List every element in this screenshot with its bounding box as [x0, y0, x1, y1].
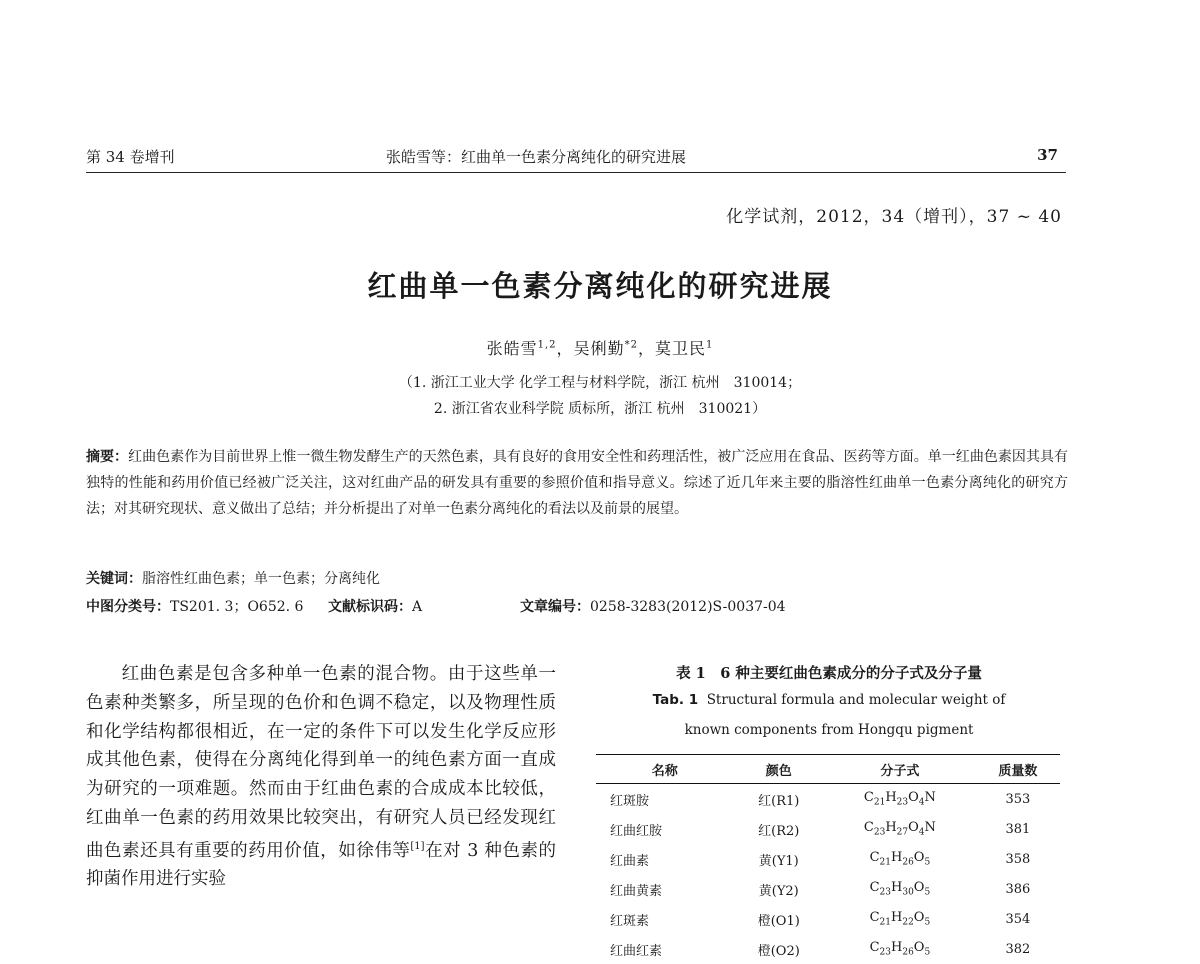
molecular-mass: 381 [976, 814, 1060, 844]
table-row [596, 874, 1060, 904]
page-number: 37 [1037, 146, 1058, 164]
molecular-mass: 354 [976, 904, 1060, 934]
author-name: 吴俐勤 [574, 339, 625, 358]
header-mass: 质量数 [976, 755, 1060, 784]
affiliation-2: 2. 浙江省农业科学院 质标所，浙江 杭州 310021） [0, 398, 1200, 418]
running-header [86, 146, 1068, 168]
formula-element: N [925, 820, 936, 835]
formula-element: H [891, 850, 902, 865]
pigment-color: 橙(O2) [734, 934, 824, 964]
reference-mark: [1] [410, 841, 424, 852]
molecular-mass: 382 [976, 934, 1060, 964]
formula-element: H [885, 790, 896, 805]
document-code [328, 596, 422, 616]
table-caption-en-line1: Structural formula and molecular weight of [707, 692, 1006, 708]
running-title: 张皓雪等：红曲单一色素分离纯化的研究进展 [386, 146, 686, 167]
table-row [596, 784, 1060, 815]
body-paragraph [86, 660, 556, 894]
formula-element: O [914, 940, 925, 955]
formula-subscript: 4 [919, 798, 925, 808]
pigment-color: 黄(Y2) [734, 874, 824, 904]
keywords-text: 脂溶性红曲色素；单一色素；分离纯化 [142, 571, 380, 587]
formula-subscript: 21 [880, 858, 891, 868]
article-number-value: 0258-3283(2012)S-0037-04 [590, 599, 786, 615]
header-color: 颜色 [734, 755, 824, 784]
formula-subscript: 5 [924, 918, 930, 928]
article-number [520, 596, 786, 616]
article-number-label: 文章编号： [520, 599, 590, 615]
formula-element: H [885, 820, 896, 835]
pigment-table [596, 754, 1060, 964]
formula-subscript: 23 [874, 828, 885, 838]
table-header-row [596, 755, 1060, 784]
table-caption-cn: 表 1 6 种主要红曲色素成分的分子式及分子量 [596, 662, 1062, 683]
formula-element: O [908, 820, 919, 835]
molecular-formula [824, 934, 976, 964]
formula-element: C [870, 940, 880, 955]
table-row [596, 844, 1060, 874]
pigment-color: 橙(O1) [734, 904, 824, 934]
pigment-name: 红曲红胺 [596, 814, 734, 844]
formula-element: N [925, 790, 936, 805]
pigment-name: 红曲黄素 [596, 874, 734, 904]
table-body [596, 784, 1060, 964]
author-name: 张皓雪 [487, 339, 538, 358]
table-row [596, 934, 1060, 964]
formula-subscript: 23 [880, 888, 891, 898]
keywords [86, 568, 380, 588]
molecular-mass: 386 [976, 874, 1060, 904]
clc-value: TS201. 3；O652. 6 [170, 599, 303, 615]
formula-subscript: 21 [874, 798, 885, 808]
author-separator: ， [638, 339, 655, 358]
keywords-label: 关键词： [86, 571, 142, 587]
pigment-color: 红(R2) [734, 814, 824, 844]
header-formula: 分子式 [824, 755, 976, 784]
molecular-formula [824, 904, 976, 934]
formula-element: C [870, 910, 880, 925]
formula-subscript: 23 [897, 798, 908, 808]
formula-subscript: 30 [902, 888, 913, 898]
formula-element: C [864, 790, 874, 805]
molecular-mass: 358 [976, 844, 1060, 874]
author-list [0, 336, 1200, 359]
formula-subscript: 26 [902, 858, 913, 868]
table-caption-en [596, 692, 1062, 708]
formula-subscript: 4 [919, 828, 925, 838]
clc-number [86, 596, 303, 616]
abstract-label: 摘要： [86, 449, 128, 465]
formula-subscript: 26 [902, 948, 913, 958]
body-text-part-2: 在对 3 种色素的抑菌作用进行实验 [86, 841, 556, 890]
author-separator: ， [557, 339, 574, 358]
formula-element: O [914, 880, 925, 895]
formula-element: H [891, 940, 902, 955]
formula-element: C [870, 880, 880, 895]
pigment-name: 红斑胺 [596, 784, 734, 815]
pigment-color: 红(R1) [734, 784, 824, 815]
table-caption-en-label: Tab. 1 [653, 692, 698, 708]
journal-volume: 第 34 卷增刊 [86, 146, 175, 167]
table-row [596, 904, 1060, 934]
formula-subscript: 23 [880, 948, 891, 958]
formula-element: H [891, 910, 902, 925]
abstract [86, 444, 1068, 522]
formula-element: O [908, 790, 919, 805]
table-caption-en-line2: known components from Hongqu pigment [596, 722, 1062, 738]
table-row [596, 814, 1060, 844]
abstract-text: 红曲色素作为目前世界上惟一微生物发酵生产的天然色素，具有良好的食用安全性和药理活性，被广泛应用在食品、医药等方面。单一红曲色素因其具有独特的性能和药用价值已经被广泛关注，这对红曲产品的研发具有重要的参照价值和指导意义。综述了近几年来主要的脂溶性红曲单一色素分离纯化的研究方法；对其研究现状、意义做出了总结；并分析提出了对单一色素分离纯化的看法以及前景的展望。 [86, 449, 1068, 517]
doc-code-value: A [412, 599, 422, 615]
author-affiliation-mark: *2 [625, 340, 638, 351]
paper-title: 红曲单一色素分离纯化的研究进展 [0, 264, 1200, 305]
doc-code-label: 文献标识码： [328, 599, 412, 615]
journal-citation: 化学试剂，2012，34（增刊），37 ~ 40 [726, 202, 1062, 227]
molecular-formula [824, 844, 976, 874]
body-text-part-1: 红曲色素是包含多种单一色素的混合物。由于这些单一色素种类繁多，所呈现的色价和色调不稳定，以及物理性质和化学结构都很相近，在一定的条件下可以发生化学反应形成其他色素，使得在分离纯化得到单一的纯色素方面一直成为研究的一项难题。然而由于红曲色素的合成成本比较低，红曲单一色素的药用效果比较突出，有研究人员已经发现红曲色素还具有重要的药用价值，如徐伟等 [86, 664, 556, 861]
clc-label: 中图分类号： [86, 599, 170, 615]
molecular-formula [824, 784, 976, 815]
pigment-name: 红曲红素 [596, 934, 734, 964]
affiliation-1: （1. 浙江工业大学 化学工程与材料学院，浙江 杭州 310014； [0, 372, 1200, 392]
formula-subscript: 5 [924, 948, 930, 958]
molecular-mass: 353 [976, 784, 1060, 815]
header-name: 名称 [596, 755, 734, 784]
author-affiliation-mark: 1,2 [538, 340, 557, 351]
author-name: 莫卫民 [655, 339, 706, 358]
formula-element: C [870, 850, 880, 865]
header-rule [86, 172, 1066, 173]
formula-element: C [864, 820, 874, 835]
formula-element: O [914, 910, 925, 925]
formula-subscript: 22 [902, 918, 913, 928]
formula-element: H [891, 880, 902, 895]
pigment-name: 红斑素 [596, 904, 734, 934]
pigment-name: 红曲素 [596, 844, 734, 874]
molecular-formula [824, 874, 976, 904]
molecular-formula [824, 814, 976, 844]
formula-subscript: 5 [924, 888, 930, 898]
author-affiliation-mark: 1 [706, 340, 713, 351]
formula-subscript: 21 [880, 918, 891, 928]
formula-element: O [914, 850, 925, 865]
formula-subscript: 27 [897, 828, 908, 838]
pigment-color: 黄(Y1) [734, 844, 824, 874]
formula-subscript: 5 [924, 858, 930, 868]
